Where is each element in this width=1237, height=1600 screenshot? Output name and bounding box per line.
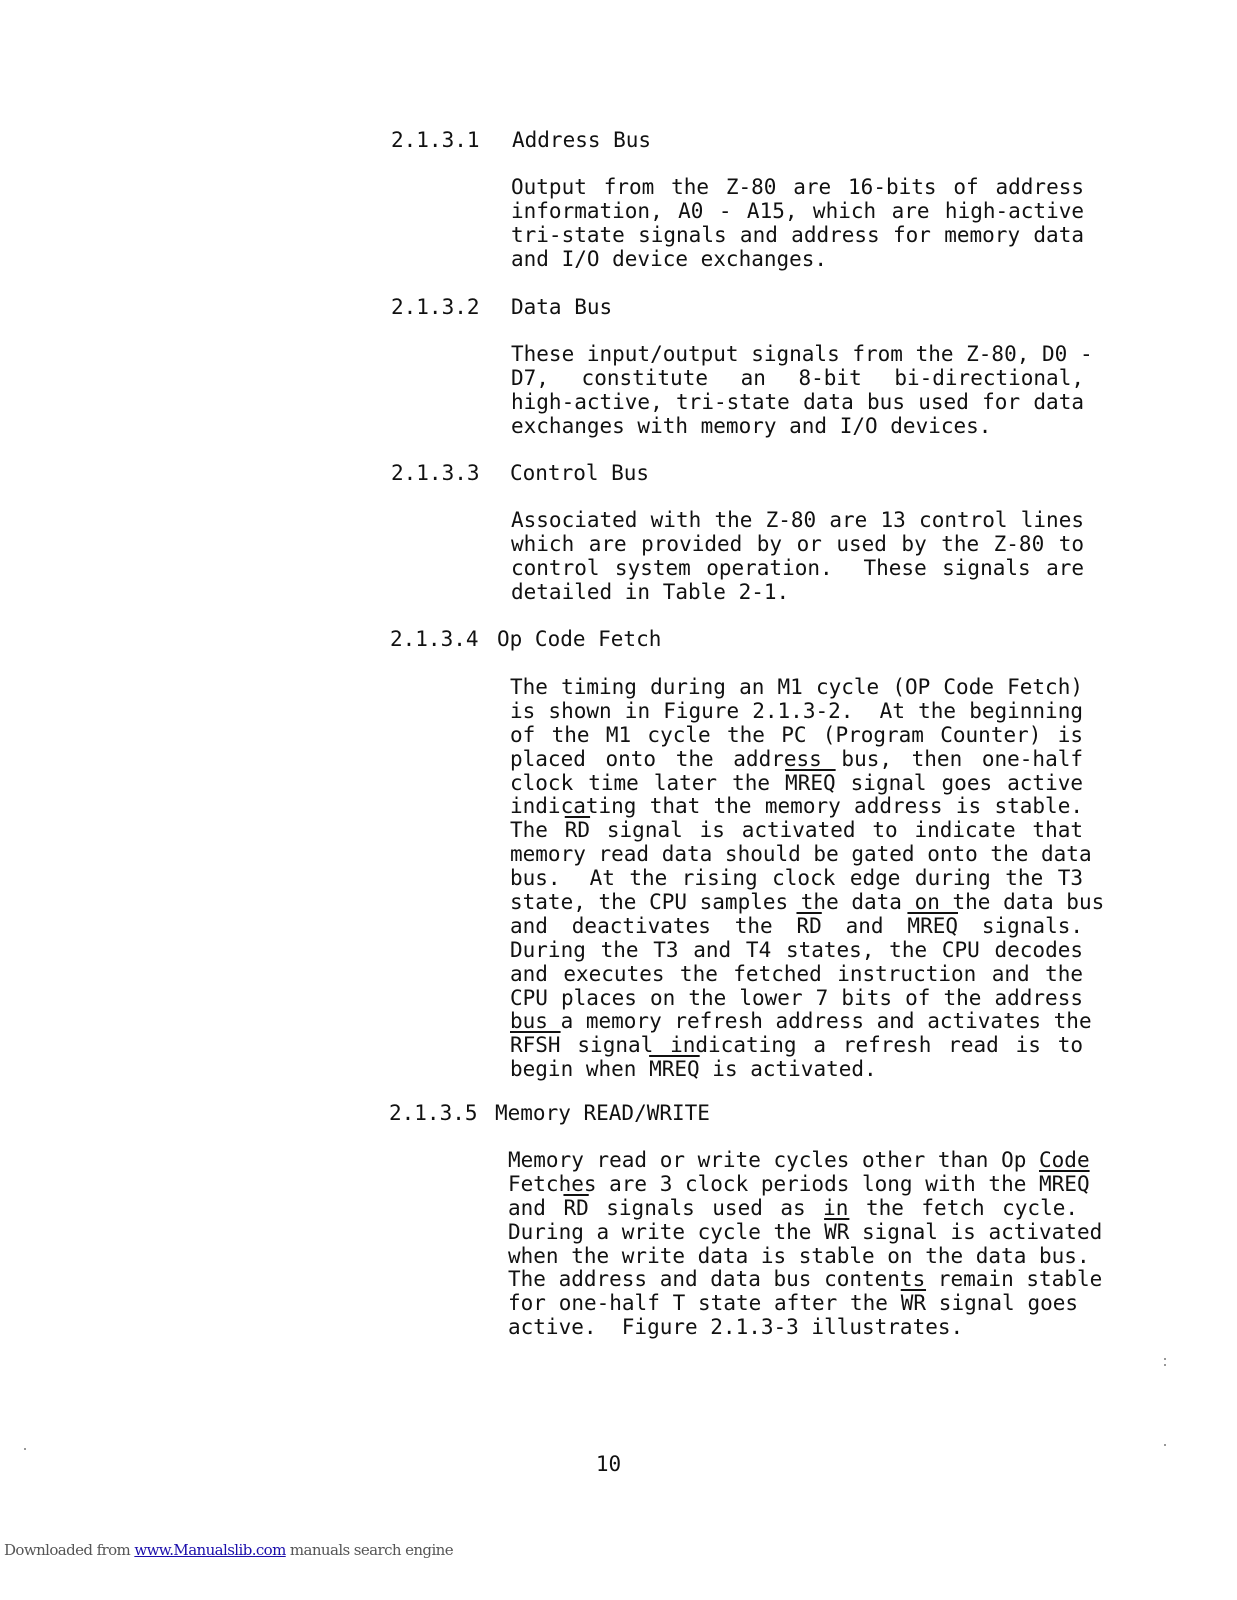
text-run: D7, constitute an 8-bit bi-directional, xyxy=(511,365,1084,390)
paragraph-line xyxy=(511,581,1084,605)
paragraph-line xyxy=(511,391,1084,415)
section-number: 2.1.3.3 xyxy=(391,461,480,485)
text-run: and executes the fetched instruction and the xyxy=(510,961,1083,986)
text-run: bus a memory refresh address and activates the xyxy=(510,1009,1092,1034)
section-heading xyxy=(391,128,652,152)
scan-speck xyxy=(1164,1444,1166,1446)
active-low-signal: $\overline{WR}$ xyxy=(900,1291,927,1316)
section-heading xyxy=(391,295,613,319)
paragraph-line xyxy=(508,1316,1078,1340)
paragraph-line xyxy=(510,724,1083,748)
active-low-signal: MREQ xyxy=(649,1057,700,1082)
text-run: tri-state signals and address for memory data xyxy=(511,222,1084,247)
text-run: which are provided by or used by the Z-80 to xyxy=(511,531,1084,556)
text-run: of the M1 cycle the PC (Program Counter) is xyxy=(510,722,1083,747)
paragraph-line xyxy=(510,819,1083,843)
paragraph-line xyxy=(510,772,1083,796)
section-title: Data Bus xyxy=(511,295,613,319)
paragraph-line xyxy=(508,1243,1090,1269)
section-paragraph xyxy=(508,1148,1103,1340)
text-run: and xyxy=(821,913,908,938)
text-run: control system operation. These signals are xyxy=(511,555,1084,580)
section-number: 2.1.3.2 xyxy=(391,295,480,319)
paragraph-line xyxy=(508,1148,1090,1173)
active-low-signal: MREQ xyxy=(1039,1171,1090,1196)
text-run: and xyxy=(508,1195,564,1220)
text-run: when the write data is stable on the data bus. xyxy=(508,1243,1090,1268)
paragraph-line xyxy=(510,795,1083,819)
section-title: Op Code Fetch xyxy=(497,627,662,651)
section-heading xyxy=(390,627,662,651)
paragraph-line xyxy=(508,1171,1090,1197)
text-run: for one-half T state after the xyxy=(508,1291,901,1316)
text-run: high-active, tri-state data bus used for data xyxy=(511,389,1084,414)
active-low-signal: MREQ xyxy=(785,770,836,795)
text-run: During a write cycle the xyxy=(508,1219,825,1244)
text-run: During the T3 and T4 states, the CPU decodes xyxy=(510,937,1083,962)
text-run: The xyxy=(510,818,565,843)
text-run: active. Figure 2.1.3-3 illustrates. xyxy=(508,1315,964,1340)
paragraph-line xyxy=(510,1009,1092,1034)
active-low-signal: RFSH xyxy=(510,1033,561,1058)
paragraph-line xyxy=(511,224,1084,248)
text-run: detailed in Table 2-1. xyxy=(511,579,790,604)
section-number: 2.1.3.5 xyxy=(389,1101,478,1125)
section-paragraph xyxy=(510,675,1105,1082)
paragraph-line xyxy=(510,1034,1083,1058)
text-run: signal is activated xyxy=(849,1219,1103,1244)
section-paragraph xyxy=(511,176,1084,272)
text-run: CPU places on the lower 7 bits of the address xyxy=(510,985,1083,1010)
text-run: bus. At the rising clock edge during the T3 xyxy=(510,866,1083,891)
active-low-signal: $\overline{RD}$ xyxy=(563,1195,589,1220)
text-run: and deactivates the xyxy=(510,913,797,938)
paragraph-line xyxy=(510,890,1105,915)
section-number: 2.1.3.4 xyxy=(390,627,479,651)
text-run: signal indicating a refresh read is to xyxy=(560,1033,1083,1058)
text-run: placed onto the address bus, then one-half xyxy=(510,746,1083,771)
active-low-signal: MREQ xyxy=(907,913,958,938)
text-run: The timing during an M1 cycle (OP Code Fetch) xyxy=(510,675,1083,699)
paragraph-line xyxy=(508,1292,1078,1316)
text-run: Fetches are 3 clock periods long with the xyxy=(508,1171,1040,1196)
paragraph-line xyxy=(510,915,1083,939)
text-run: signal goes xyxy=(926,1291,1079,1316)
download-footer xyxy=(4,1541,453,1559)
text-run: state, the CPU samples the data on the data bus xyxy=(510,890,1105,915)
paragraph-line xyxy=(510,748,1083,772)
text-run: clock time later the xyxy=(510,770,786,795)
text-run: information, A0 - A15, which are high-active xyxy=(511,198,1084,223)
paragraph-line xyxy=(510,867,1083,891)
paragraph-line xyxy=(510,842,1092,867)
paragraph-line xyxy=(511,200,1084,224)
scan-speck xyxy=(1164,1358,1166,1360)
scan-speck xyxy=(24,1448,26,1450)
section-paragraph xyxy=(511,342,1093,439)
text-run: signals. xyxy=(958,913,1083,938)
manualslib-link[interactable]: www.Manualslib.com xyxy=(134,1541,286,1559)
paragraph-line xyxy=(510,987,1083,1011)
paragraph-line xyxy=(510,939,1083,963)
scan-speck xyxy=(1164,1364,1166,1366)
paragraph-line xyxy=(511,248,1084,272)
text-run: These input/output signals from the Z-80, D0 - xyxy=(511,342,1093,366)
text-run: Associated with the Z-80 are 13 control lines xyxy=(511,508,1084,532)
text-run: exchanges with memory and I/O devices. xyxy=(511,413,992,438)
text-run: and I/O device exchanges. xyxy=(511,246,828,271)
text-run: Memory read or write cycles other than Op Code xyxy=(508,1148,1090,1172)
paragraph-line xyxy=(511,367,1084,391)
text-run: signal is activated to indicate that xyxy=(590,818,1083,843)
paragraph-line xyxy=(510,963,1083,987)
page-number: 10 xyxy=(595,1452,622,1476)
paragraph-line xyxy=(511,509,1084,533)
text-run: begin when xyxy=(510,1057,650,1082)
text-run: is shown in Figure 2.1.3-2. At the beginning xyxy=(510,698,1083,723)
paragraph-line xyxy=(510,700,1083,724)
paragraph-line xyxy=(511,342,1093,367)
text-run: signals used as in the fetch cycle. xyxy=(588,1195,1078,1220)
section-title: Control Bus xyxy=(510,461,650,485)
active-low-signal: $\overline{RD}$ xyxy=(564,818,591,843)
paragraph-line xyxy=(508,1197,1078,1221)
active-low-signal: $\overline{RD}$ xyxy=(796,913,822,938)
paragraph-line xyxy=(508,1219,1103,1245)
section-number: 2.1.3.1 xyxy=(391,128,480,152)
paragraph-line xyxy=(510,676,1083,700)
paragraph-line xyxy=(511,557,1084,581)
text-run: The address and data bus contents remain stable xyxy=(508,1267,1103,1292)
text-run: memory read data should be gated onto the data xyxy=(510,842,1092,867)
paragraph-line xyxy=(508,1267,1103,1292)
active-low-signal: $\overline{WR}$ xyxy=(824,1219,850,1244)
paragraph-line xyxy=(511,415,1084,439)
text-run: Output from the Z-80 are 16-bits of address xyxy=(511,175,1084,199)
text-run: indicating that the memory address is stable. xyxy=(510,794,1083,819)
section-title: Memory READ/WRITE xyxy=(495,1101,710,1125)
footer-prefix: Downloaded from xyxy=(4,1541,135,1559)
section-paragraph xyxy=(511,509,1084,605)
paragraph-line xyxy=(510,1058,1083,1082)
text-run: is activated. xyxy=(699,1057,877,1082)
section-title: Address Bus xyxy=(512,128,652,152)
paragraph-line xyxy=(511,533,1084,557)
section-heading xyxy=(389,1101,710,1125)
section-heading xyxy=(391,461,650,485)
text-run: signal goes active xyxy=(835,770,1083,795)
footer-suffix: manuals search engine xyxy=(285,1541,453,1559)
paragraph-line xyxy=(511,176,1084,200)
